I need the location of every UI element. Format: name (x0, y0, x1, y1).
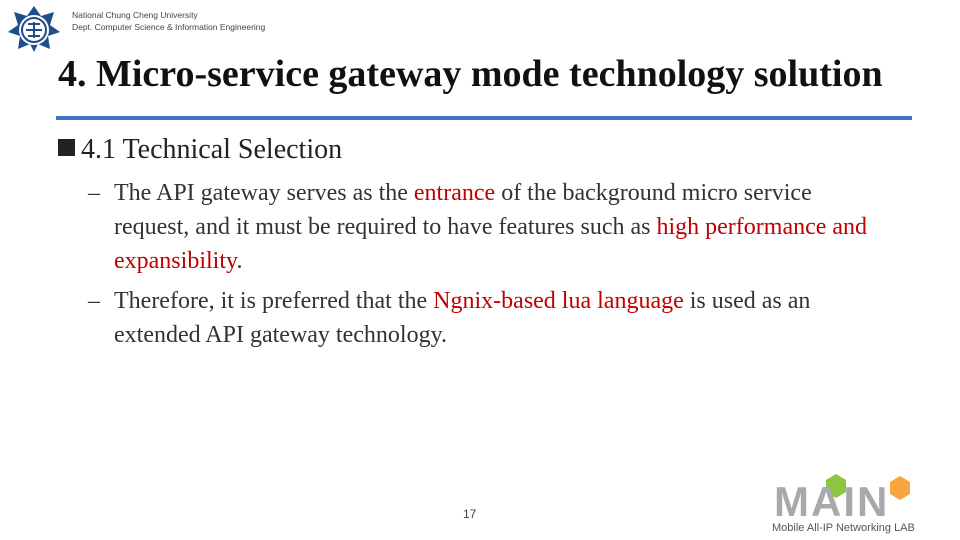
dash-bullet-icon: – (88, 288, 100, 314)
lab-logo-word: MAIN (774, 478, 890, 525)
main-lab-logo (770, 474, 954, 534)
text-run: . (236, 248, 243, 274)
highlight-performance: high performance and expansibility (114, 214, 868, 274)
university-name: National Chung Cheng University (72, 10, 198, 20)
university-logo (6, 4, 62, 54)
title-divider (56, 116, 912, 120)
text-run: The API gateway serves as the (114, 180, 414, 206)
highlight-ngnix-lua: Ngnix-based lua language (433, 288, 684, 314)
text-run: is used as an extended API gateway technology. (114, 288, 811, 348)
dash-bullet-icon: – (88, 180, 100, 206)
highlight-entrance: entrance (413, 180, 496, 206)
department-name: Dept. Computer Science & Information Engineering (72, 22, 266, 32)
bullet-point-1-text (114, 176, 874, 278)
university-header (72, 9, 265, 33)
square-bullet-icon (58, 139, 75, 156)
section-heading-text: 4.1 Technical Selection (81, 134, 343, 165)
text-run: Therefore, it is preferred that the (114, 288, 434, 314)
bullet-point-1 (88, 176, 888, 281)
slide-title: 4. Micro-service gateway mode technology solution (58, 53, 883, 95)
section-heading (58, 134, 342, 166)
bullet-point-2 (88, 284, 888, 354)
page-number: 17 (463, 507, 477, 521)
lab-logo-caption: Mobile All-IP Networking LAB (772, 522, 915, 534)
bullet-point-2-text (114, 284, 874, 352)
text-run: of the background micro service request, and it must be required to have features such as (114, 180, 812, 240)
